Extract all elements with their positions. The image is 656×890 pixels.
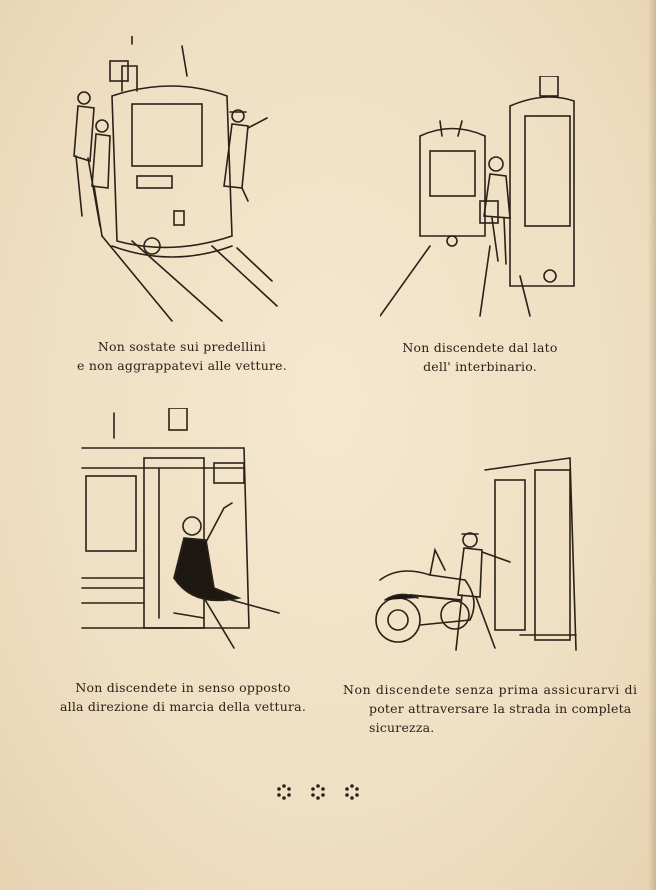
tram-riders-clinging-icon [62, 36, 292, 326]
caption-line: Non discendete senza prima assicurarvi di [343, 682, 638, 697]
man-stepping-off-near-car-icon [370, 450, 582, 662]
woman-descending-between-trams-icon [380, 76, 576, 326]
caption-line: Non sostate sui predellini [97, 339, 267, 354]
caption-line: sicurezza. [369, 720, 435, 735]
caption-line: Non discendete in senso opposto [75, 680, 291, 695]
caption-line: dell' interbinario. [423, 359, 537, 374]
illustration-between-trams [380, 76, 576, 326]
caption-line: Non discendete dal lato [402, 340, 558, 355]
footer-ornaments [272, 780, 368, 804]
floral-ornament-icon [272, 780, 368, 804]
caption-line: e non aggrappatevi alle vetture. [77, 358, 287, 373]
caption-2 [380, 338, 580, 376]
illustration-car-near-door [370, 450, 582, 662]
caption-3 [52, 678, 314, 716]
illustration-tram-riders [62, 36, 292, 326]
caption-1 [72, 337, 292, 375]
woman-jumping-off-tram-icon [74, 408, 296, 663]
page-edge-shadow [648, 0, 656, 890]
illustration-jumping-off [74, 408, 296, 663]
caption-4 [343, 680, 638, 737]
caption-line: alla direzione di marcia della vettura. [59, 699, 307, 714]
caption-line: poter attraversare la strada in completa [369, 701, 632, 716]
